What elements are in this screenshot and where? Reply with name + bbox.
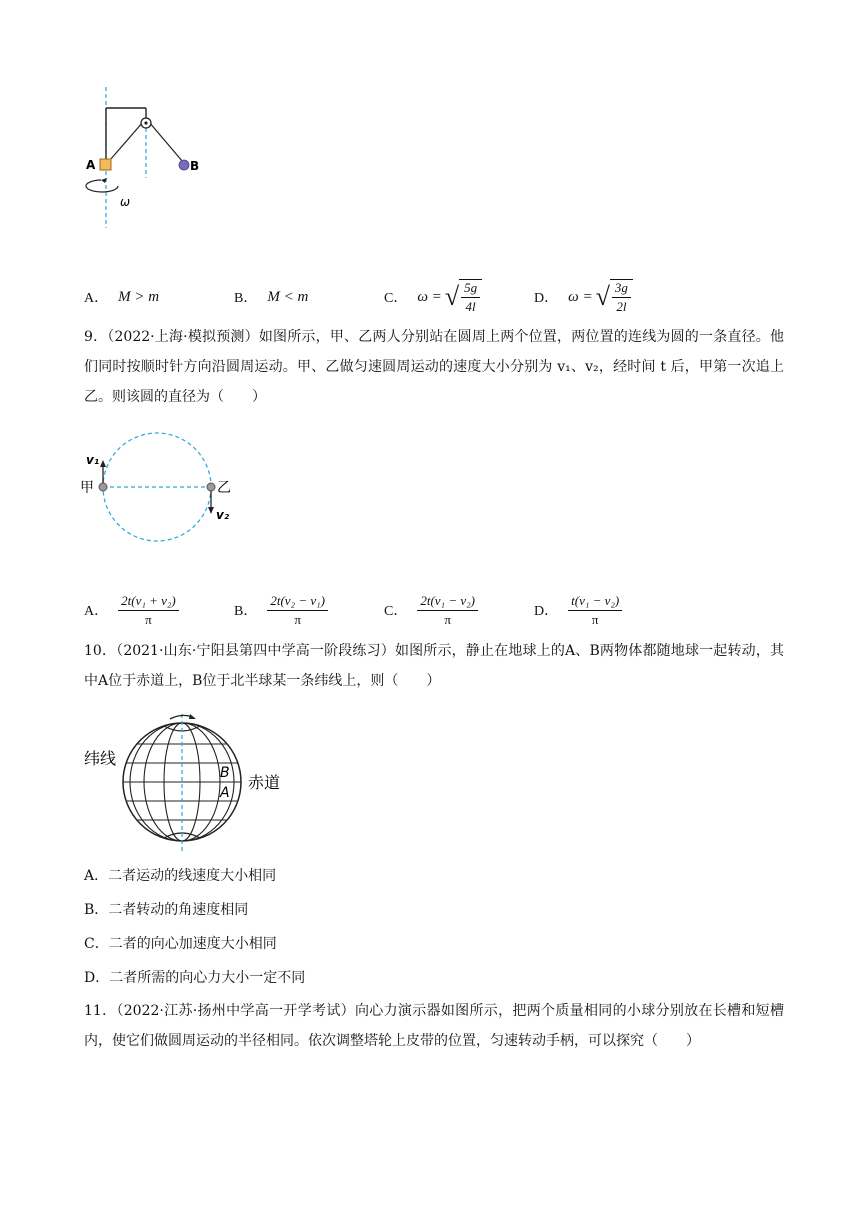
q10-figure (78, 710, 298, 852)
q9-stem: 9．（2022·上海·模拟预测）如图所示，甲、乙两人分别站在圆周上两个位置，两位置的连线为圆的一条直径。他们同时按顺时针方向沿圆周运动。甲、乙做匀速圆周运动的速度大小分别为 v₁、v₂，经时间 t 后，甲第一次追上乙。则该圆的直径为（ ） (84, 329, 784, 405)
label-latitude: 纬线 (84, 749, 117, 768)
block-a (100, 159, 111, 170)
q9-option-b[interactable]: B． $\frac{\text{2t(v₂ − v₁)}}{\pi}$ (234, 590, 328, 630)
label-b: B (190, 159, 200, 173)
sqrt-expression: √ $\frac{3g}{2l}$ (596, 279, 633, 315)
label-jia: 甲 (80, 480, 94, 496)
rotation-arrow (86, 180, 118, 192)
q10-option-d[interactable]: D．二者所需的向心力大小一定不同 (84, 970, 306, 986)
label-a: A (86, 158, 96, 172)
ball-b (179, 160, 189, 170)
q10-stem: 10．（2021·山东·宁阳县第四中学高一阶段练习）如图所示，静止在地球上的A、B两物体都随地球一起转动，其中A位于赤道上，B位于北半球某一条纬线上，则（ ） (84, 643, 784, 689)
pulley-hub (144, 121, 147, 124)
q11-stem: 11．（2022·江苏·扬州中学高一开学考试）向心力演示器如图所示，把两个质量相同的小球分别放在长槽和短槽内，使它们做圆周运动的半径相同。依次调整塔轮上皮带的位置，匀速转动手柄，可以探究（ ） (84, 1003, 784, 1049)
label-v1: v₁ (86, 453, 100, 467)
rotation-arrow (170, 715, 192, 719)
q8-option-a[interactable]: A． M > m (84, 288, 160, 306)
q9-option-c[interactable]: C． $\frac{\text{2t(v₁ − v₂)}}{\pi}$ (384, 590, 478, 630)
label-b: B (220, 765, 230, 781)
string-to-b (149, 122, 183, 162)
label-yi: 乙 (217, 480, 231, 496)
q9-options (84, 590, 784, 630)
q9-figure (78, 428, 248, 552)
string-to-a (110, 122, 143, 160)
q8-option-b[interactable]: B． M < m (234, 288, 309, 306)
label-v2: v₂ (216, 508, 230, 522)
q8-figure (80, 82, 220, 232)
label-omega: ω (120, 195, 131, 209)
label-a: A (220, 785, 230, 801)
q10-option-a[interactable]: A．二者运动的线速度大小相同 (84, 868, 277, 884)
q9-option-d[interactable]: D． $\frac{\text{t(v₁ − v₂)}}{\pi}$ (534, 590, 622, 630)
q9-option-a[interactable]: A． $\frac{\text{2t(v₁ + v₂)}}{\pi}$ (84, 590, 179, 630)
q8-option-c[interactable]: C． ω = √ $\frac{5g}{4l}$ (384, 277, 482, 317)
v2-arrowhead (208, 507, 214, 514)
person-yi (207, 483, 215, 491)
person-jia (99, 483, 107, 491)
q10-option-b[interactable]: B．二者转动的角速度相同 (84, 902, 249, 918)
q8-option-d[interactable]: D． ω = √ $\frac{3g}{2l}$ (534, 277, 633, 317)
q8-options (84, 277, 784, 317)
globe-grid (118, 722, 248, 842)
sqrt-expression: √ $\frac{5g}{4l}$ (445, 279, 482, 315)
v1-arrowhead (100, 460, 106, 467)
label-equator: 赤道 (248, 773, 281, 792)
q10-option-c[interactable]: C．二者的向心加速度大小相同 (84, 936, 277, 952)
